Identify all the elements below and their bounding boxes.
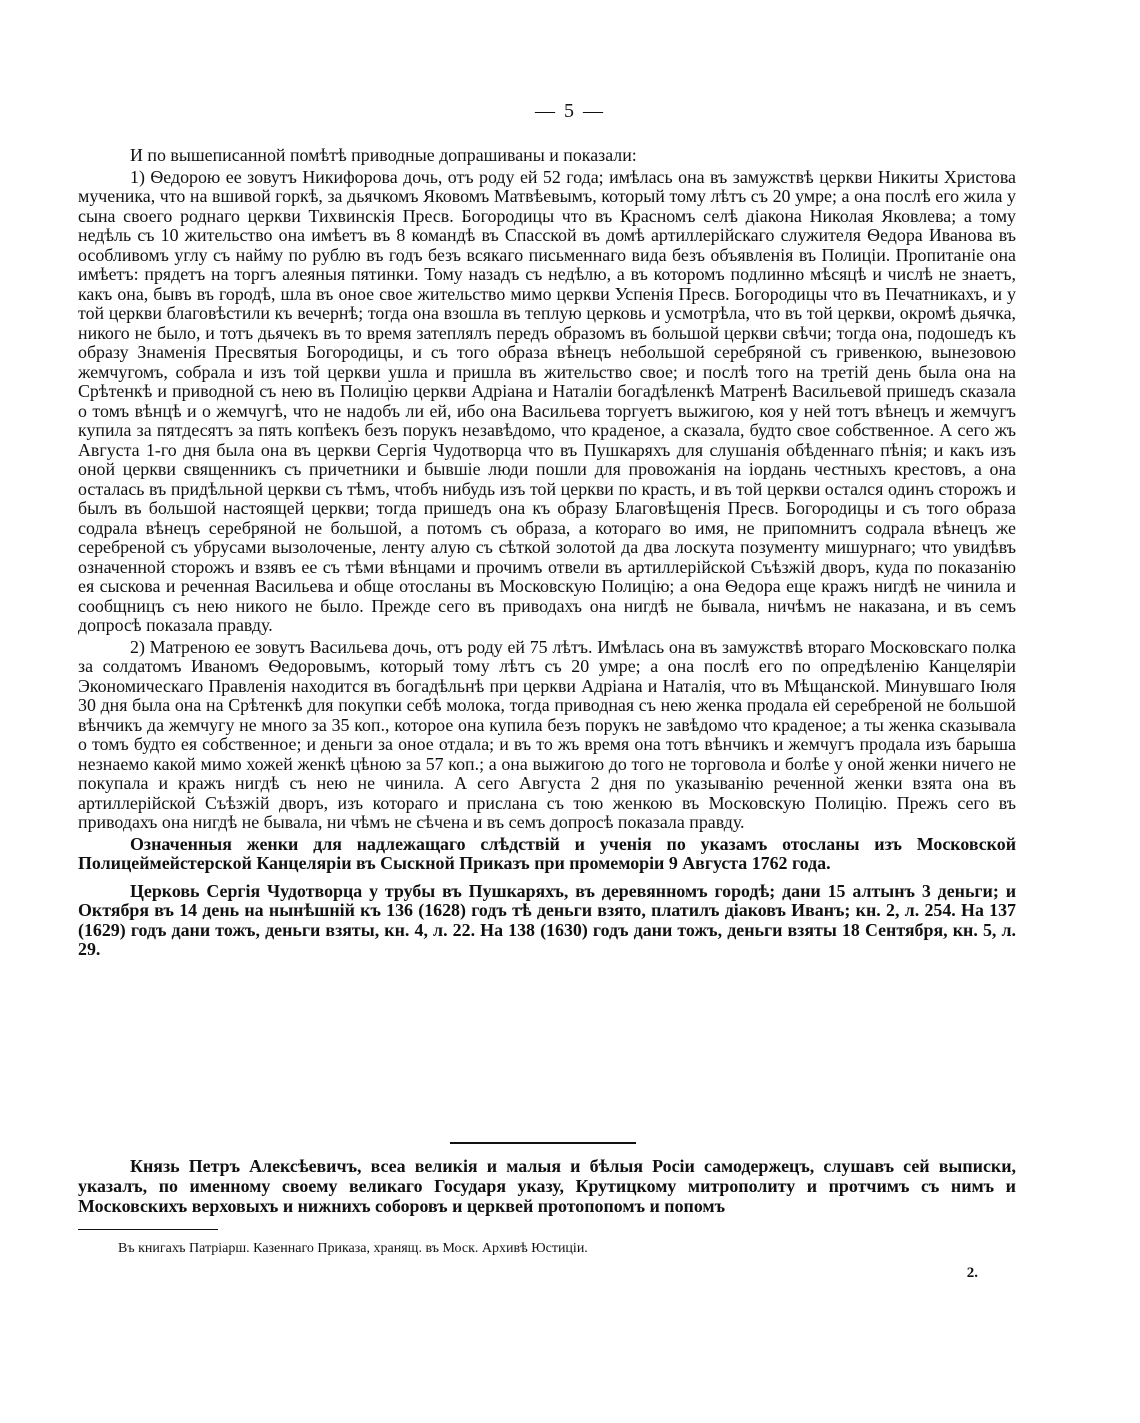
section-divider (450, 1142, 636, 1144)
church-note-paragraph: Церковь Сергія Чудотворца у трубы въ Пушкаряхъ, въ деревянномъ городѣ; дани 15 алтынъ 3 деньги; и Октября въ 14 день на нынѣшній къ 136 (1628) годъ тѣ деньги взято, платилъ діаковъ Иванъ; кн. 2, л. 254. На 137 (1629) годъ дани тожъ, деньги взяты, кн. 4, л. 22. На 138 (1630) годъ дани тожъ, деньги взяты 18 Сентября, кн. 5, л. 29. (78, 880, 1016, 959)
signature-mark: 2. (966, 1265, 978, 1281)
testimony-fedora-paragraph: 1) Ѳедорою ее зовутъ Никифорова дочь, отъ роду ей 52 года; имѣлась она въ замужствѣ церкви Никиты Христова мученика, что на вшивой горкѣ, за дьячкомъ Яковомъ Матвѣевымъ, который тому лѣтъ съ 20 умре; а она послѣ его жила у сына своего роднаго церкви Тихвинскія Пресв. Богородицы что въ Красномъ селѣ діакона Николая Яковлева; а тому недѣль съ 10 жительство она имѣетъ въ 8 командѣ въ Спасской въ домѣ артиллерійскаго служителя Ѳедора Иванова въ особливомъ углу съ найму по рублю въ годъ безъ всякаго письменнаго вида безъ объявленія въ Полиціи. Пропитаніе она имѣетъ: прядетъ на торгъ алеяныя пятинки. Тому назадъ съ недѣлю, а въ которомъ подлинно мѣсяцѣ и числѣ не знаетъ, какъ она, бывъ въ городѣ, шла въ оное свое жительство мимо церкви Успенія Пресв. Богородицы что въ Печатникахъ, и у той церкви благовѣстили къ вечернѣ; тогда она взошла въ теплую церковь и усмотрѣла, что въ той церкви, окромѣ дьячка, никого не было, и тотъ дьячекъ въ то время затеплялъ передъ образомъ въ большой церкви свѣчи; тогда она, подошедъ къ образу Знаменія Пресвятыя Богородицы, и съ того образа вѣнецъ небольшой серебряной съ гривенкою, вынезовою жемчугомъ, собрала и изъ той церкви ушла и пришла въ жительство свое; и послѣ того на третій день была она на Срѣтенкѣ и приводной съ нею въ Полицію церкви Адріана и Наталіи богадѣленкѣ Матренѣ Васильевой пришедъ сказала о томъ вѣнцѣ и о жемчугѣ, что не надобъ ли ей, ибо она Васильева торгуетъ выжигою, коя у ней тотъ вѣнецъ и жемчугъ купила за пятдесятъ за пять копѣекъ безъ порукъ незавѣдомо, что краденое, а сказала, будто свое собственное. А сего жъ Августа 1-го дня была она въ церкви Сергія Чудотворца что въ Пушкаряхъ для слушанія обѣденнаго пѣнія; и какъ изъ оной церкви священникъ съ причетники и бывшіе люди пошли для провожанія на іордань честныхъ крестовъ, а она осталась въ придѣльной церкви съ тѣмъ, чтобъ нибудь изъ той церкви по красть, и въ той церкви остался одинъ сторожъ и былъ въ большой настоящей церкви; тогда пришедъ она къ образу Благовѣщенія Пресв. Богородицы и съ того образа содрала вѣнецъ серебряной не большой, а потомъ съ образа, а котораго во имя, не припомнитъ содрала вѣнецъ же серебреной съ убрусами вызолоченые, ленту алую съ сѣткой золотой да два лоскута позументу мишурнаго; что увидѣвъ означенной сторожъ и взявъ ее съ тѣми вѣнцами и прочимъ отвели въ артиллерійской Съѣзжій дворъ, куда по показанію ея сыскова и реченная Васильева и обще отосланы въ Московскую Полицію; а она Ѳедора еще кражъ нигдѣ не чинила и сообщницъ съ нею никого не было. Прежде сего въ приводахъ она нигдѣ не бывала, ничѣмъ не наказана, и въ семъ допросѣ показала правду. (78, 166, 1016, 635)
dispatch-note-paragraph: Означенныя женки для надлежащаго слѣдствій и ученія по указамъ отосланы изъ Московской Полицеймейстерской Канцеляріи въ Сыскной Приказъ при промеморіи 9 Августа 1762 года. (78, 833, 1016, 873)
decree-paragraph: Князь Петръ Алексѣевичъ, всеа великія и малыя и бѣлыя Росіи самодержецъ, слушавъ сей выписки, указалъ, по именному своему великаго Государя указу, Крутицкому митрополиту и протчимъ съ нимъ и Московскихъ верховыхъ и нижнихъ соборовъ и церквей протопопомъ и попомъ (78, 1156, 1016, 1216)
footnote-divider (78, 1229, 218, 1230)
body-text (78, 146, 1016, 960)
footnote: Въ книгахъ Патріарш. Казеннаго Приказа, хранящ. въ Моск. Архивѣ Юстиціи. (118, 1241, 588, 1256)
page-number: — 5 — (535, 100, 605, 122)
testimony-matrena-paragraph: 2) Матреною ее зовутъ Васильева дочь, отъ роду ей 75 лѣтъ. Имѣлась она въ замужствѣ втораго Московскаго полка за солдатомъ Иваномъ Ѳедоровымъ, который тому лѣтъ съ 20 умре; а она послѣ его по опредѣленію Канцеляріи Экономическаго Правленія находится въ богадѣльнѣ при церкви Адріана и Наталія, что въ Мѣщанской. Минувшаго Іюля 30 дня была она на Срѣтенкѣ для покупки себѣ молока, тогда приводная съ нею женка продала ей серебреной не большой вѣнчикъ да жемчугу не много за 35 коп., которое она купила безъ порукъ не завѣдомо что краденое; а ты женка сказывала о томъ будто ея собственное; и деньги за оное отдала; и въ то жъ время она тотъ вѣнчикъ и жемчугъ продала изъ барыша незнаемо какой мимо хожей женкѣ цѣною за 57 коп.; а она выжигою до того не торговола и болѣе у оной женки ничего не покупала и кражъ нигдѣ съ нею не чинила. А сего Августа 2 дня по указыванію реченной женки взята она въ артиллерійской Съѣзжій дворъ, изъ котораго и прислана съ тою женкою въ Московскую Полицію. Прежъ сего въ приводахъ она нигдѣ не бывала, ни чѣмъ не сѣчена и въ семъ допросѣ показала правду. (78, 636, 1016, 832)
decree-text (78, 1156, 1016, 1216)
intro-paragraph: И по вышеписанной помѣтѣ приводные допрашиваны и показали: (130, 145, 637, 165)
